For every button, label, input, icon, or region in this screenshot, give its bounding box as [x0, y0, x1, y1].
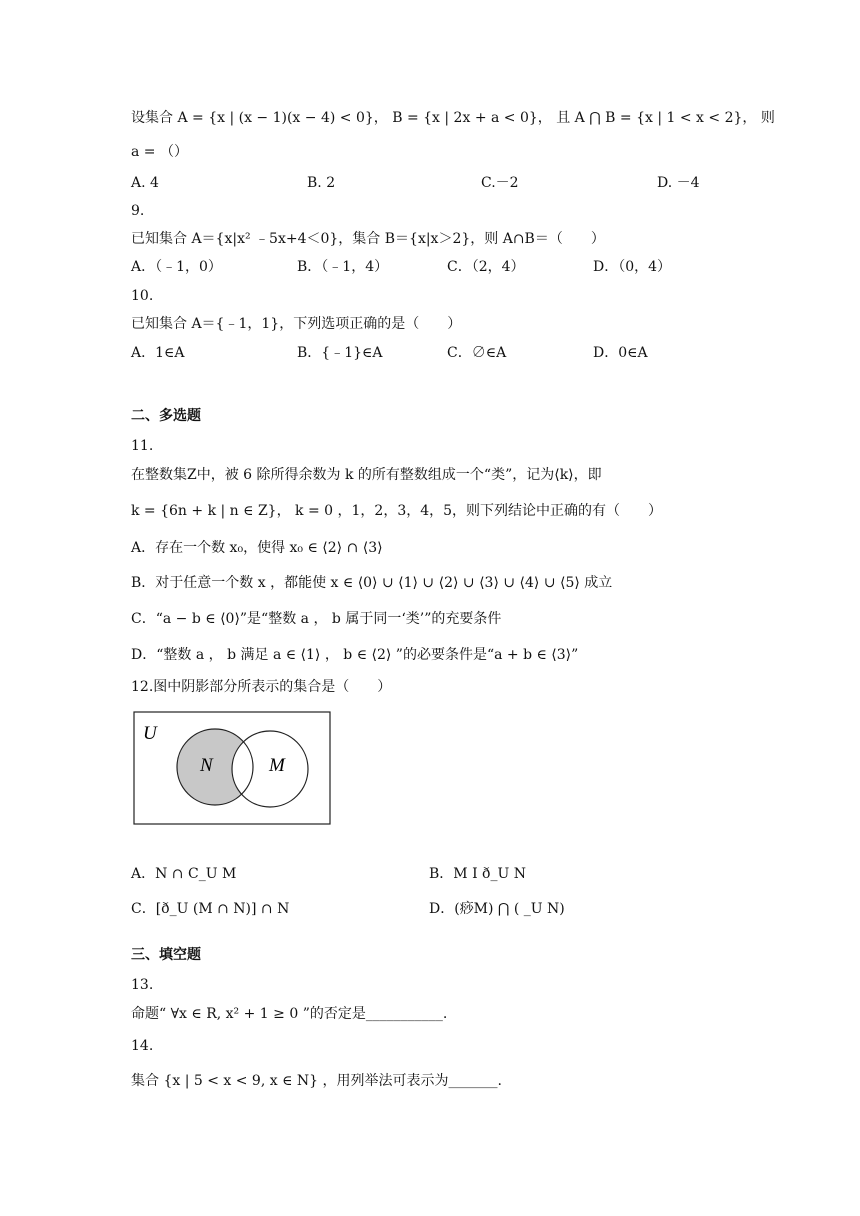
q10-option-a: A．1∈A [131, 345, 185, 361]
q8-stem-line2: a = （） [131, 144, 188, 160]
section-heading-multiple-choice: 二、多选题 [131, 408, 201, 424]
q12-option-a: A．N ∩ C_U M [131, 866, 237, 882]
q9-option-c: C．（2，4） [447, 259, 525, 275]
q8-option-a: A. 4 [131, 175, 159, 191]
q10-stem: 已知集合 A＝{﹣1，1}，下列选项正确的是（ ） [131, 316, 462, 332]
q10-option-b: B．{﹣1}∈A [297, 345, 383, 361]
q9-number: 9. [131, 203, 145, 219]
q13-number: 13. [131, 977, 154, 993]
label-n: N [200, 755, 213, 776]
q12-option-d: D．(痧M) ⋂ ( _U N) [429, 901, 565, 917]
q9-option-b: B．（﹣1，4） [297, 259, 389, 275]
q11-option-d: D．“整数 a ， b 满足 a ∈ ⟨1⟩ ， b ∈ ⟨2⟩ ”的必要条件是“a + b ∈ ⟨3⟩” [131, 647, 579, 663]
section-heading-fill-in: 三、填空题 [131, 947, 201, 963]
q11-option-c: C．“a − b ∈ ⟨0⟩”是“整数 a ， b 属于同一‘类’”的充要条件 [131, 611, 502, 627]
q11-option-b: B．对于任意一个数 x ，都能使 x ∈ ⟨0⟩ ∪ ⟨1⟩ ∪ ⟨2⟩ ∪ ⟨3⟩ ∪ ⟨4⟩ ∪ ⟨5⟩ 成立 [131, 575, 613, 591]
q11-stem-line2: k = {6n + k | n ∈ Z}， k = 0 ，1，2，3，4，5，则下列结论中正确的有（ ） [131, 503, 663, 519]
q9-stem: 已知集合 A＝{x|x² ﹣5x+4＜0}，集合 B＝{x|x＞2}，则 A∩B＝（ ） [131, 231, 605, 247]
q12-option-c: C．[ð_U (M ∩ N)] ∩ N [131, 901, 290, 917]
q9-option-a: A．（﹣1，0） [131, 259, 222, 275]
label-m: M [269, 755, 285, 776]
q9-option-d: D．（0，4） [593, 259, 672, 275]
q11-option-a: A．存在一个数 x₀，使得 x₀ ∈ ⟨2⟩ ∩ ⟨3⟩ [131, 540, 383, 556]
q8-stem-line1: 设集合 A = {x | (x − 1)(x − 4) < 0}， B = {x | 2x + a < 0}， 且 A ⋂ B = {x | 1 < x < 2}， 则 [131, 110, 775, 126]
q12-option-b: B．M Ι ð_U N [429, 866, 526, 882]
q14-number: 14. [131, 1038, 154, 1054]
q13-stem: 命题“ ∀x ∈ R, x² + 1 ≥ 0 ”的否定是___________. [131, 1006, 448, 1022]
q12-stem: 12.图中阴影部分所表示的集合是（ ） [131, 679, 392, 695]
q10-option-d: D．0∈A [593, 345, 648, 361]
label-u: U [143, 723, 157, 744]
q10-option-c: C．∅∈A [447, 345, 507, 361]
q14-stem: 集合 {x | 5 < x < 9, x ∈ N} ，用列举法可表示为_______. [131, 1073, 502, 1089]
q10-number: 10. [131, 288, 154, 304]
q8-option-d: D. －4 [657, 175, 700, 191]
q8-option-c: C.－2 [481, 175, 519, 191]
q11-stem-line1: 在整数集Z中，被 6 除所得余数为 k 的所有整数组成一个“类”，记为⟨k⟩，即 [131, 467, 602, 483]
venn-diagram [133, 711, 333, 827]
q8-option-b: B. 2 [307, 175, 336, 191]
q11-number: 11. [131, 438, 154, 454]
